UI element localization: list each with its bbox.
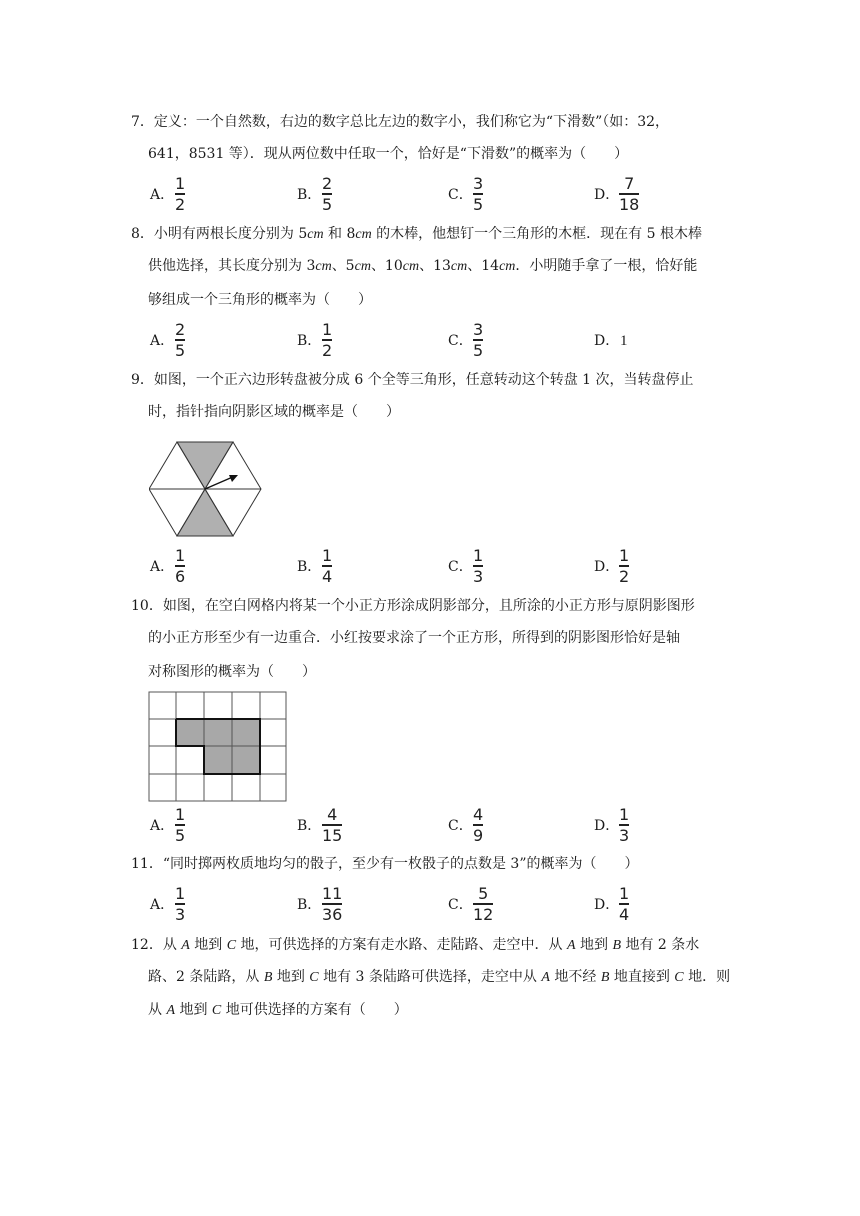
q10-stem-line2: 的小正方形至少有一边重合．小红按要求涂了一个正方形，所得到的阴影图形恰好是轴 [148,630,680,646]
option-label: D． [594,187,620,203]
option-label: B． [297,333,322,349]
q11-stem-line1: 11．“同时掷两枚质地均匀的骰子，至少有一枚骰子的点数是 3”的概率为（ ） [131,856,639,872]
option-label: C． [448,187,473,203]
option-label: B． [297,559,322,575]
option-label: D． [594,818,620,834]
option-label: C． [448,897,473,913]
fraction [322,547,332,585]
numerator: 1 [619,884,630,903]
shaded-bottom-triangle [177,489,233,536]
option-label: D． [594,333,620,349]
option-label: A． [150,187,175,203]
denominator: 12 [473,904,494,924]
q8-stem-line2: 供他选择，其长度分别为 3cm、5cm、10cm、13cm、14cm．小明随手拿了一根，恰好能 [148,258,698,274]
numerator: 11 [322,884,343,903]
hexagon-spinner-figure [149,440,263,537]
option-label: D． [594,559,620,575]
option-label: D． [594,897,620,913]
denominator: 18 [619,194,640,214]
q7-stem-line1: 7．定义：一个自然数，右边的数字总比左边的数字小，我们称它为“下滑数”（如：32， [131,114,670,130]
denominator: 2 [619,566,630,586]
fraction [175,885,185,923]
denominator: 5 [473,340,484,360]
option-label: B． [297,897,322,913]
numerator: 1 [175,805,186,824]
denominator: 2 [175,194,186,214]
numerator: 1 [322,320,333,339]
q8-stem-line3: 够组成一个三角形的概率为（ ） [148,292,372,308]
fraction [619,885,629,923]
numerator: 1 [619,805,630,824]
fraction [619,547,629,585]
fraction [619,175,639,213]
fraction [175,806,185,844]
denominator: 5 [175,825,186,845]
fraction [322,806,342,844]
denominator: 15 [322,825,343,845]
fraction [175,547,185,585]
option-label: B． [297,818,322,834]
fraction [473,175,483,213]
numerator: 2 [175,320,186,339]
numerator: 4 [327,805,338,824]
option-label: A． [150,818,175,834]
fraction [619,806,629,844]
option-label: A． [150,897,175,913]
denominator: 2 [322,340,333,360]
option-label: A． [150,559,175,575]
grid-figure [148,691,288,803]
denominator: 5 [322,194,333,214]
numerator: 3 [473,320,484,339]
fraction [473,806,483,844]
fraction [473,547,483,585]
q9-stem-line2: 时，指针指向阴影区域的概率是（ ） [148,404,400,420]
numerator: 4 [473,805,484,824]
grid-lines [149,692,286,801]
fraction [322,321,332,359]
numerator: 1 [175,174,186,193]
denominator: 4 [619,904,630,924]
denominator: 3 [619,825,630,845]
q7-stem-line2: 641，8531 等）．现从两位数中任取一个，恰好是“下滑数”的概率为（ ） [148,146,629,162]
denominator: 6 [175,566,186,586]
fraction [473,885,493,923]
denominator: 4 [322,566,333,586]
numerator: 1 [322,546,333,565]
fraction [175,321,185,359]
numerator: 2 [322,174,333,193]
numerator: 5 [478,884,489,903]
q10-stem-line1: 10．如图，在空白网格内将某一个小正方形涂成阴影部分，且所涂的小正方形与原阴影图形 [131,598,695,614]
numerator: 3 [473,174,484,193]
denominator: 3 [473,566,484,586]
numerator: 1 [619,546,630,565]
denominator: 9 [473,825,484,845]
numerator: 1 [473,546,484,565]
numerator: 7 [624,174,635,193]
option-label: C． [448,818,473,834]
option-value: 1 [620,333,628,349]
option-label: B． [297,187,322,203]
fraction [473,321,483,359]
q9-stem-line1: 9．如图，一个正六边形转盘被分成 6 个全等三角形，任意转动这个转盘 1 次，当转盘停止 [131,372,694,388]
option-label: C． [448,333,473,349]
denominator: 36 [322,904,343,924]
fraction [175,175,185,213]
option-label: A． [150,333,175,349]
q10-stem-line3: 对称图形的概率为（ ） [148,664,316,680]
numerator: 1 [175,546,186,565]
option-label: C． [448,559,473,575]
denominator: 5 [175,340,186,360]
q12-stem-line2: 路、2 条陆路，从 B 地到 C 地有 3 条陆路可供选择，走空中从 A 地不经 B 地直接到 C 地．则 [148,969,731,985]
q12-stem-line1: 12．从 A 地到 C 地，可供选择的方案有走水路、走陆路、走空中．从 A 地到 B 地有 2 条水 [131,937,700,953]
fraction [322,175,332,213]
denominator: 3 [175,904,186,924]
q12-stem-line3: 从 A 地到 C 地可供选择的方案有（ ） [148,1002,408,1018]
fraction [322,885,342,923]
numerator: 1 [175,884,186,903]
shaded-top-triangle [177,442,233,489]
q8-stem-line1: 8．小明有两根长度分别为 5cm 和 8cm 的木棒，他想钉一个三角形的木框．现在有 5 根木棒 [131,226,702,242]
denominator: 5 [473,194,484,214]
